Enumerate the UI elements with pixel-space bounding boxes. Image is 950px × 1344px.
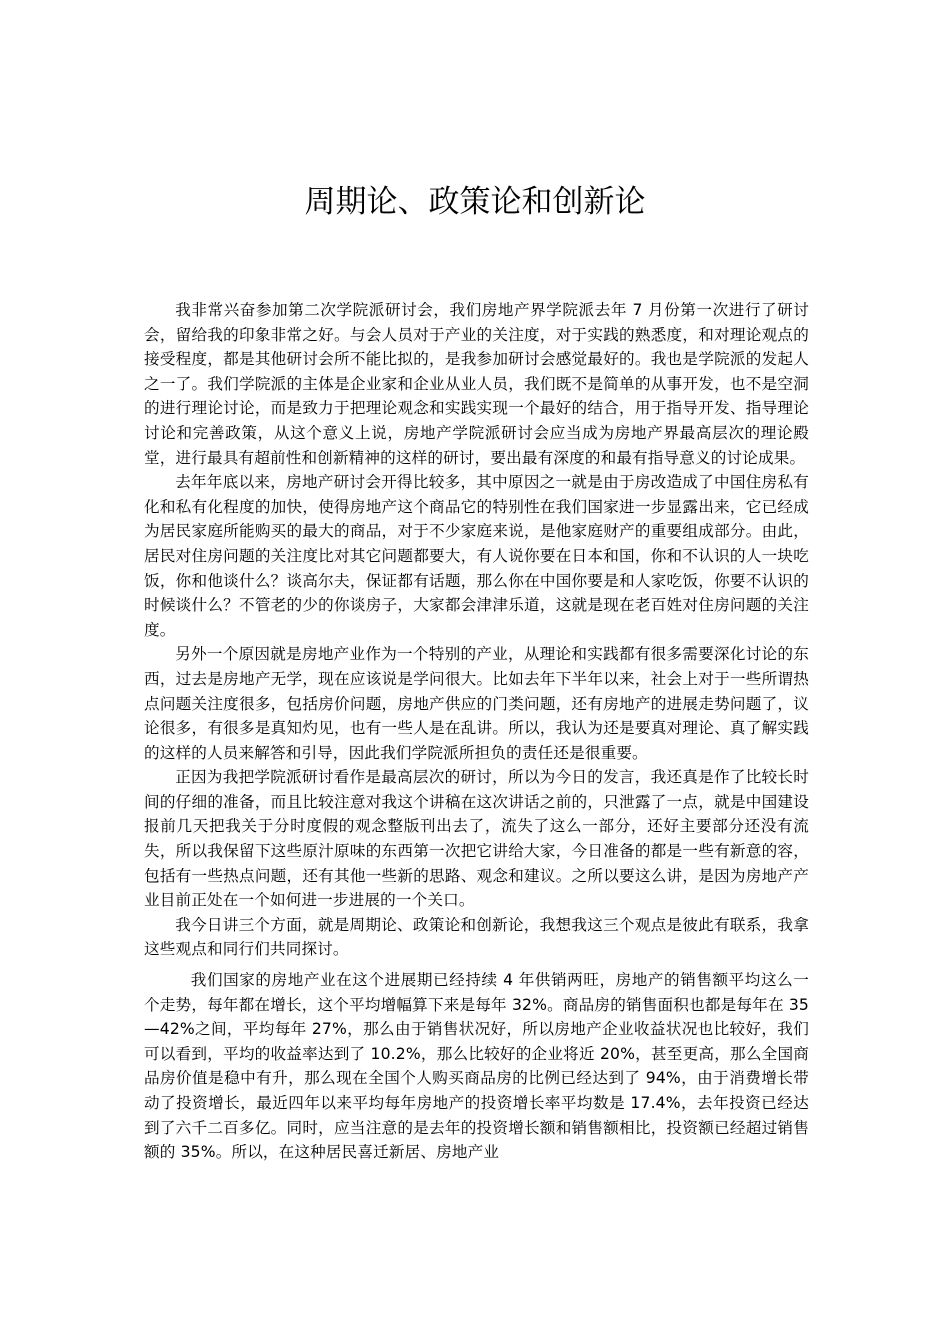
paragraph-6: 我们国家的房地产业在这个进展期已经持续 4 年供销两旺，房地产的销售额平均这么一个走势，每年都在增长，这个平均增幅算下来是每年 32%。商品房的销售面积也都是每年在 35—42%之间，平均每年 27%，那么由于销售状况好，所以房地产企业收益状况也比较好，我们可以看到，平均的收益率达到了 10.2%，那么比较好的企业将近 20%，甚至更高，那么全国商品房价值是稳中有升，那么现在全国个人购买商品房的比例已经达到了 94%，由于消费增长带动了投资增长，最近四年以来平均每年房地产的投资增长率平均数是 17.4%，去年投资已经达到了六千二百多亿。同时，应当注意的是去年的投资增长额和销售额相比，投资额已经超过销售额的 35%。所以，在这种居民喜迁新居、房地产业 [144,971,809,1162]
paragraph-3: 另外一个原因就是房地产业作为一个特别的产业，从理论和实践都有很多需要深化讨论的东西，过去是房地产无学，现在应该说是学问很大。比如去年下半年以来，社会上对于一些所谓热点问题关注度很多，包括房价问题，房地产供应的门类问题，还有房地产的进展走势问题了，议论很多，有很多是真知灼见，也有一些人是在乱讲。所以，我认为还是要真对理论、真了解实践的这样的人员来解答和引导，因此我们学院派所担负的责任还是很重要。 [144,645,809,762]
document-body [144,298,809,1165]
paragraph-2: 去年年底以来，房地产研讨会开得比较多，其中原因之一就是由于房改造成了中国住房私有化和私有化程度的加快，使得房地产这个商品它的特别性在我们国家进一步显露出来，它已经成为居民家庭所能购买的最大的商品，对于不少家庭来说，是他家庭财产的重要组成部分。由此，居民对住房问题的关注度比对其它问题都要大，有人说你要在日本和国，你和不认识的人一块吃饭，你和他谈什么？谈高尔夫，保证都有话题，那么你在中国你要是和人家吃饭，你要不认识的时候谈什么？不管老的少的你谈房子，大家都会津津乐道，这就是现在老百姓对住房问题的关注度。 [144,473,809,639]
document-title: 周期论、政策论和创新论 [304,184,646,220]
paragraph-1: 我非常兴奋参加第二次学院派研讨会，我们房地产界学院派去年 7 月份第一次进行了研讨会，留给我的印象非常之好。与会人员对于产业的关注度，对于实践的熟悉度，和对理论观点的接受程度，都是其他研讨会所不能比拟的，是我参加研讨会感觉最好的。我也是学院派的发起人之一了。我们学院派的主体是企业家和企业从业人员，我们既不是简单的从事开发，也不是空洞的进行理论讨论，而是致力于把理论观念和实践实现一个最好的结合，用于指导开发、指导理论讨论和完善政策，从这个意义上说，房地产学院派研讨会应当成为房地产界最高层次的理论殿堂，进行最具有超前性和创新精神的这样的研讨，要出最有深度的和最有指导意义的讨论成果。 [144,301,809,467]
paragraph-5: 我今日讲三个方面，就是周期论、政策论和创新论，我想我这三个观点是彼此有联系，我拿这些观点和同行们共同探讨。 [144,915,809,959]
paragraph-4: 正因为我把学院派研讨看作是最高层次的研讨，所以为今日的发言，我还真是作了比较长时间的仔细的准备，而且比较注意对我这个讲稿在这次讲话之前的，只泄露了一点，就是中国建设报前几天把我关于分时度假的观念整版刊出去了，流失了这么一部分，还好主要部分还没有流失，所以我保留下这些原汁原味的东西第一次把它讲给大家，今日准备的都是一些有新意的容，包括有一些热点问题，还有其他一些新的思路、观念和建议。之所以要这么讲，是因为房地产产业目前正处在一个如何进一步进展的一个关口。 [144,768,809,910]
